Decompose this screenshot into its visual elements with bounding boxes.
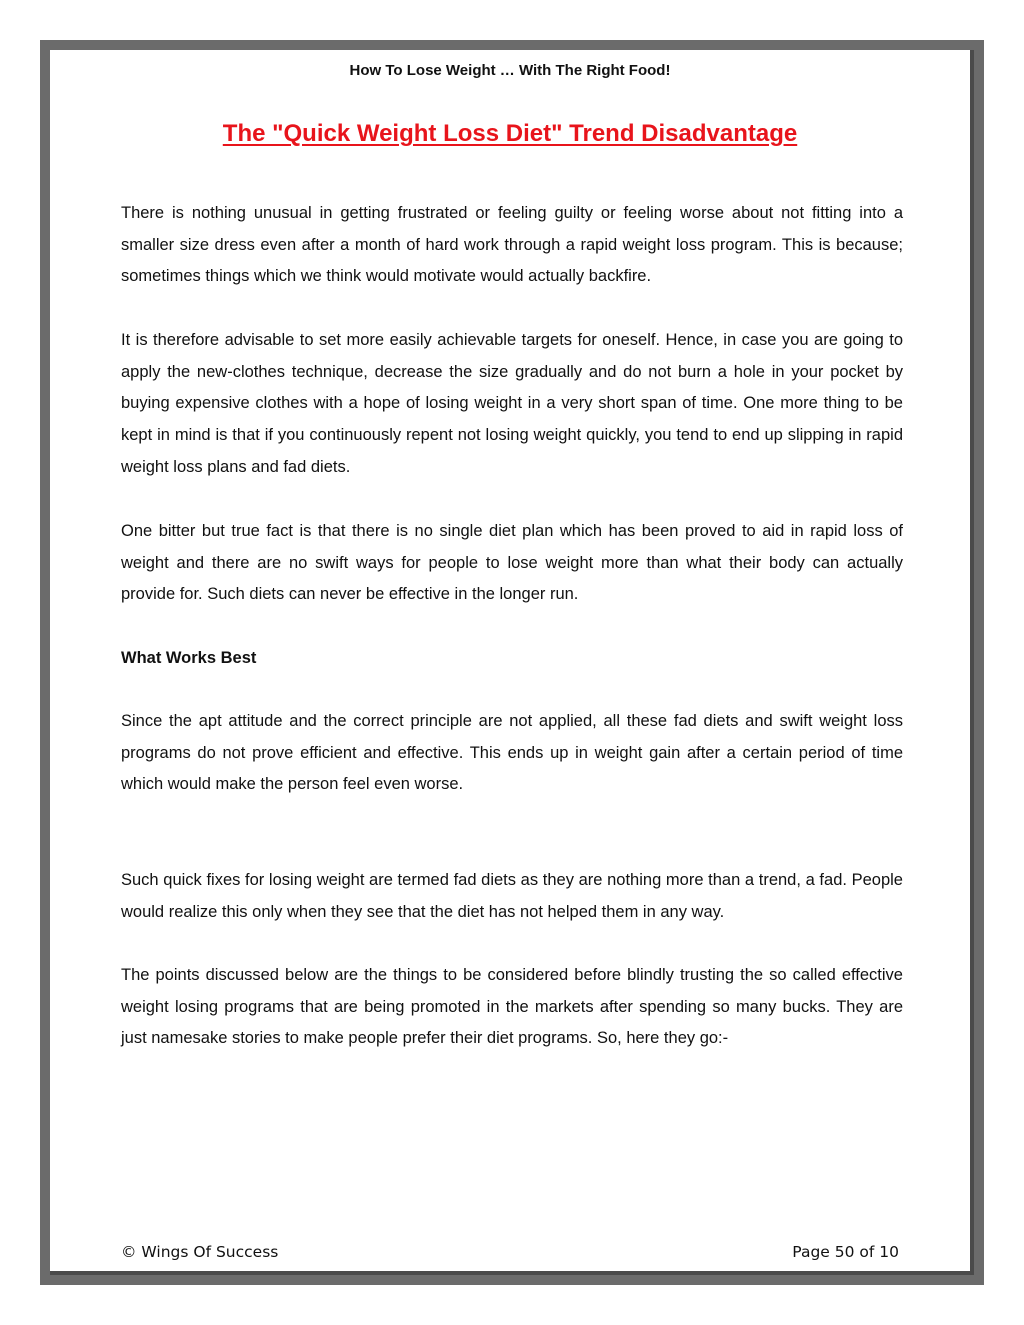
paragraph-text: There is nothing unusual in getting frustrated or feeling guilty or feeling worse about not fitting into a smaller size dress even after a month of hard work through a rapid weight loss program. This is because; sometimes things which we think would motivate would actually backfire.	[121, 204, 903, 286]
section-heading: What Works Best	[121, 649, 257, 667]
paragraph-text: Since the apt attitude and the correct principle are not applied, all these fad diets and swift weight loss programs do not prove efficient and effective. This ends up in weight gain after a certain period of time which would make the person feel even worse.	[121, 712, 903, 794]
page-frame	[40, 40, 984, 1285]
paragraph-4	[121, 706, 903, 801]
paragraph-2	[121, 325, 903, 484]
section-heading-block	[121, 643, 903, 675]
paragraph-text: The points discussed below are the things to be considered before blindly trusting the so called effective weight losing programs that are being promoted in the markets after spending so many bucks. They are just namesake stories to make people prefer their diet programs. So, here they go:-	[121, 966, 903, 1048]
paragraph-text: It is therefore advisable to set more easily achievable targets for oneself. Hence, in case you are going to apply the new-clothes technique, decrease the size gradually and do not burn a hole in your pocket by buying expensive clothes with a hope of losing weight in a very short span of time. One more thing to be kept in mind is that if you continuously repent not losing weight quickly, you tend to end up slipping in rapid weight loss plans and fad diets.	[121, 331, 903, 476]
footer-copyright: © Wings Of Success	[121, 1243, 279, 1261]
footer-page-number: Page 50 of 10	[792, 1243, 899, 1261]
paragraph-5	[121, 865, 903, 928]
paragraph-6	[121, 960, 903, 1055]
paragraph-text: One bitter but true fact is that there is no single diet plan which has been proved to aid in rapid loss of weight and there are no swift ways for people to lose weight more than what their body can actually provide for. Such diets can never be effective in the longer run.	[121, 522, 903, 604]
document-page	[50, 50, 974, 1275]
running-header: How To Lose Weight … With The Right Food!	[349, 62, 671, 79]
paragraph-1	[121, 198, 903, 293]
paragraph-3	[121, 516, 903, 611]
paragraph-text: Such quick fixes for losing weight are termed fad diets as they are nothing more than a trend, a fad. People would realize this only when they see that the diet has not helped them in any way.	[121, 871, 903, 921]
page-title: The "Quick Weight Loss Diet" Trend Disadvantage	[222, 120, 798, 147]
